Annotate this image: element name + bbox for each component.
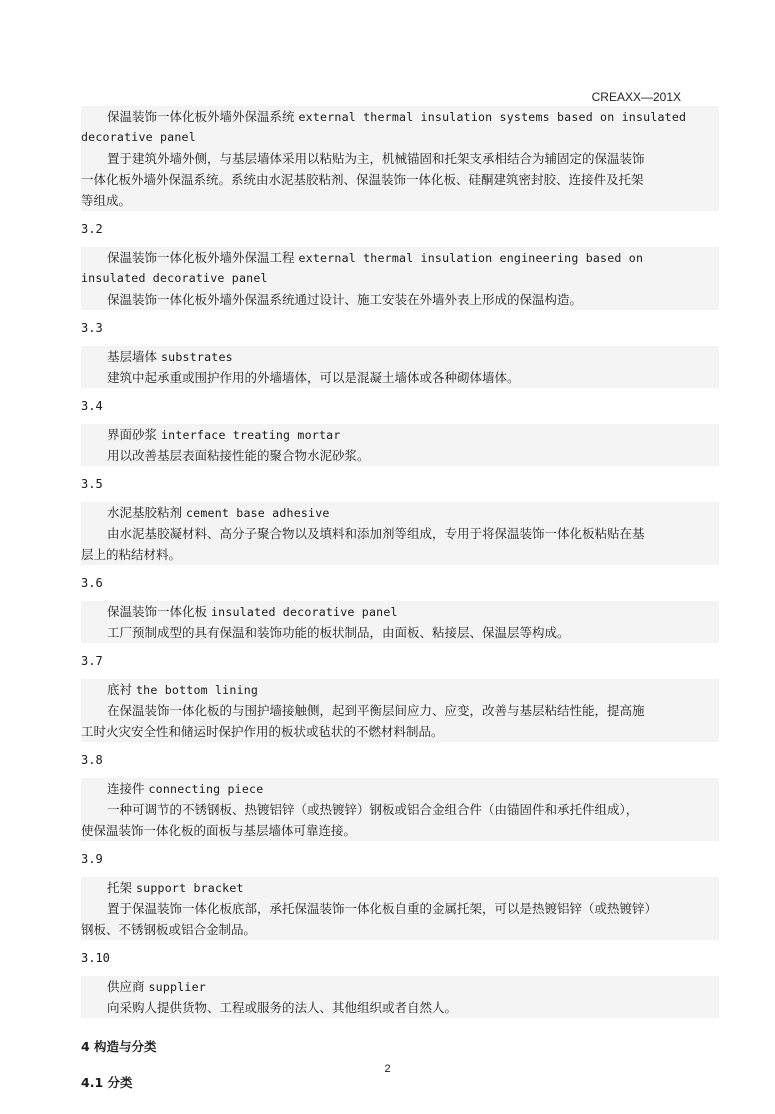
term-entry-3-9 [81, 848, 719, 940]
clause-number: 3.2 [81, 222, 103, 236]
clause-number: 3.7 [81, 654, 103, 668]
clause-number: 3.5 [81, 477, 103, 491]
definition-line: 保温装饰一体化板外墙外保温系统通过设计、施工安装在外墙外表上形成的保温构造。 [81, 289, 719, 310]
clause-number: 3.3 [81, 321, 103, 335]
term-entry-3-10 [81, 947, 719, 1018]
term-heading [81, 976, 719, 997]
term-en: cement base adhesive [186, 506, 330, 520]
term-entry-3-1 [81, 106, 719, 211]
definition-line: 钢板、不锈钢板或铝合金制品。 [81, 919, 719, 940]
term-heading [81, 601, 719, 622]
term-entry-3-4 [81, 395, 719, 466]
term-zh: 保温装饰一体化板外墙外保温工程 [107, 250, 295, 265]
definition-line: 一体化板外墙外保温系统。系统由水泥基胶粘剂、保温装饰一体化板、硅酮建筑密封胶、连接件及托架 [81, 169, 719, 190]
definition-line: 置于保温装饰一体化板底部，承托保温装饰一体化板自重的金属托架，可以是热镀铝锌（或热镀锌） [81, 898, 719, 919]
term-heading [81, 247, 719, 268]
term-zh: 界面砂浆 [107, 427, 158, 442]
section-heading-4: 4 构造与分类 [81, 1039, 157, 1054]
document-body [81, 106, 719, 1094]
term-zh: 底衬 [107, 682, 133, 697]
term-entry-3-2 [81, 218, 719, 310]
clause-number: 3.10 [81, 951, 110, 965]
term-en: connecting piece [148, 782, 264, 796]
term-entry-3-6 [81, 572, 719, 643]
document-code: CREAXX—201X [591, 90, 681, 104]
term-zh: 托架 [107, 880, 133, 895]
term-en: the bottom lining [136, 683, 259, 697]
term-zh: 保温装饰一体化板外墙外保温系统 [107, 109, 295, 124]
term-zh: 基层墙体 [107, 349, 158, 364]
definition-line: 工厂预制成型的具有保温和装饰功能的板状制品，由面板、粘接层、保温层等构成。 [81, 622, 719, 643]
term-zh: 供应商 [107, 979, 145, 994]
term-heading [81, 877, 719, 898]
definition-line: 置于建筑外墙外侧，与基层墙体采用以粘贴为主，机械锚固和托架支承相结合为辅固定的保温装饰 [81, 148, 719, 169]
definition-line: 层上的粘结材料。 [81, 544, 719, 565]
definition-line: 使保温装饰一体化板的面板与基层墙体可靠连接。 [81, 820, 719, 841]
term-en: supplier [148, 980, 206, 994]
term-en: external thermal insulation engineering based on [298, 251, 644, 265]
definition-line: 向采购人提供货物、工程或服务的法人、其他组织或者自然人。 [81, 997, 719, 1018]
definition-line: 用以改善基层表面粘接性能的聚合物水泥砂浆。 [81, 445, 719, 466]
clause-number: 3.9 [81, 852, 103, 866]
term-en: insulated decorative panel [211, 605, 398, 619]
term-zh: 连接件 [107, 781, 145, 796]
subsection-heading-4-1: 4.1 分类 [81, 1075, 133, 1090]
clause-number: 3.6 [81, 576, 103, 590]
term-en-continued: decorative panel [81, 127, 719, 148]
term-heading [81, 502, 719, 523]
definition-line: 由水泥基胶凝材料、高分子聚合物以及填料和添加剂等组成，专用于将保温装饰一体化板粘贴在基 [81, 523, 719, 544]
page-number: 2 [384, 1063, 391, 1075]
term-heading [81, 346, 719, 367]
term-entry-3-5 [81, 473, 719, 565]
term-entry-3-7 [81, 650, 719, 742]
term-en: support bracket [136, 881, 244, 895]
definition-line: 在保温装饰一体化板的与围护墙接触侧，起到平衡层间应力、应变，改善与基层粘结性能，提高施 [81, 700, 719, 721]
term-heading [81, 106, 719, 127]
term-en: substrates [161, 350, 233, 364]
definition-line: 等组成。 [81, 190, 719, 211]
definition-line: 建筑中起承重或围护作用的外墙墙体，可以是混凝土墙体或各种砌体墙体。 [81, 367, 719, 388]
term-heading [81, 679, 719, 700]
term-zh: 保温装饰一体化板 [107, 604, 208, 619]
definition-line: 一种可调节的不锈钢板、热镀铝锌（或热镀锌）钢板或铝合金组合件（由锚固件和承托件组成）， [81, 799, 719, 820]
term-zh: 水泥基胶粘剂 [107, 505, 183, 520]
term-heading [81, 778, 719, 799]
term-en: interface treating mortar [161, 428, 341, 442]
term-en: external thermal insulation systems based on insulated [298, 110, 687, 124]
clause-number: 3.8 [81, 753, 103, 767]
term-en-continued: insulated decorative panel [81, 268, 719, 289]
clause-number: 3.4 [81, 399, 103, 413]
definition-line: 工时火灾安全性和储运时保护作用的板状或毡状的不燃材料制品。 [81, 721, 719, 742]
term-entry-3-3 [81, 317, 719, 388]
term-entry-3-8 [81, 749, 719, 841]
term-heading [81, 424, 719, 445]
